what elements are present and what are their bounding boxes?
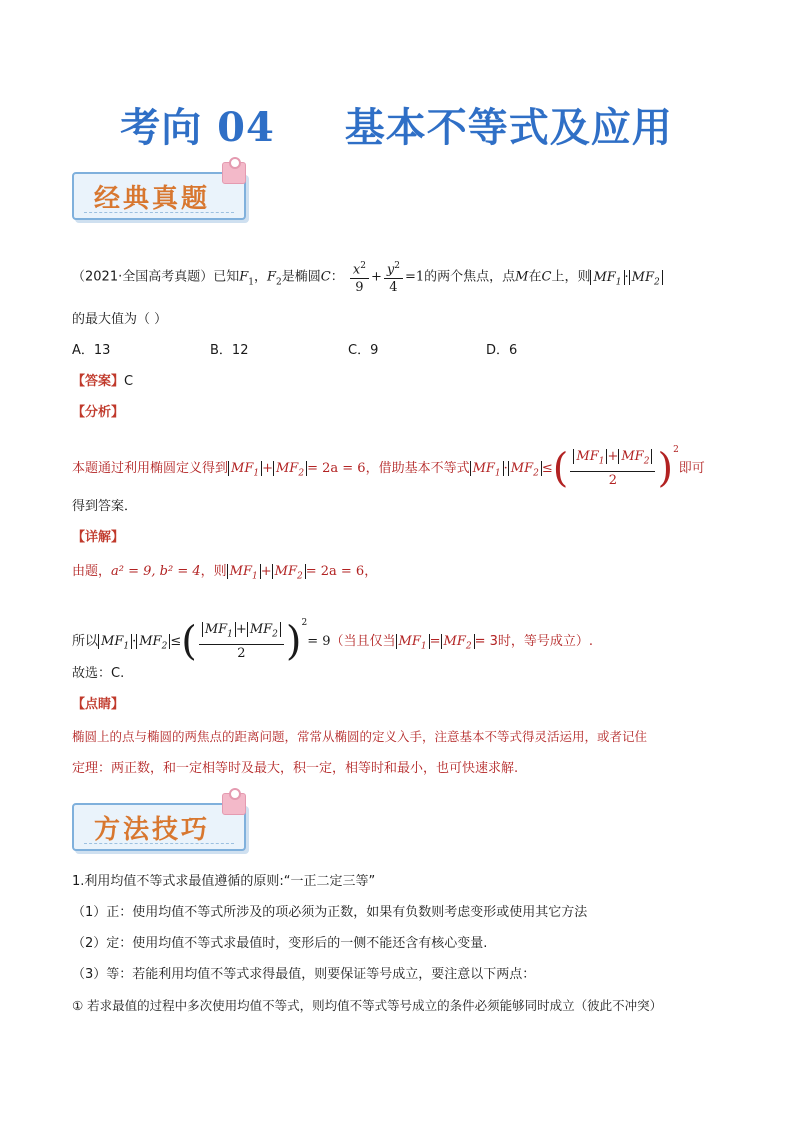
section-label: 方法技巧	[94, 815, 211, 845]
answer-line: 【答案】C	[72, 374, 134, 389]
title-part-2: 基本不等式及应用	[344, 104, 673, 151]
detail-line-2: 所以 $MF_1 \cdot MF_2$ ≤( $\frac{MF_1 + MF_2}{2}$ )$^2$= 9（当且仅当 $MF_1 = MF_2 = 3$时，等号成立）.	[72, 618, 594, 665]
fraction-y: $\frac{y^2}{4}$	[384, 258, 403, 296]
question-line-2: 的最大值为（ ）	[72, 312, 168, 327]
detail-label: 【详解】	[72, 530, 125, 545]
method-item-2: （2）定：使用均值不等式求最值时，变形后的一侧不能还含有核心变量.	[72, 936, 488, 951]
option-b: B．12	[210, 343, 249, 358]
detail-line-3: 故选：C.	[72, 666, 125, 681]
fraction-x: $\frac{x^2}{9}$	[350, 258, 369, 296]
comment-text-2: 定理：两正数，和一定相等时及最大，积一定，相等时和最小，也可快速求解.	[72, 761, 519, 776]
section-label: 经典真题	[94, 184, 211, 214]
question-line-1: （2021·全国高考真题）已知$F_1$，$F_2$是椭圆C： $\frac{x^2}{9}$ + $\frac{y^2}{4}$ =1的两个焦点，点M在C上，则 $MF_1 \cdot MF_2$	[72, 258, 663, 296]
comment-label: 【点睛】	[72, 697, 125, 712]
paper-clip-icon	[222, 162, 246, 184]
option-c: C．9	[348, 343, 379, 358]
analysis-label: 【分析】	[72, 405, 125, 420]
method-item-1: （1）正：使用均值不等式所涉及的项必须为正数，如果有负数则考虑变形或使用其它方法	[72, 905, 588, 920]
analysis-text-2: 得到答案．	[72, 499, 138, 514]
comment-text-1: 椭圆上的点与椭圆的两焦点的距离问题，常常从椭圆的定义入手，注意基本不等式得灵活运用，或者记住	[72, 729, 648, 744]
paper-clip-icon	[222, 793, 246, 815]
section-banner-classic	[72, 166, 254, 218]
method-item-4: ① 若求最值的过程中多次使用均值不等式，则均值不等式等号成立的条件必须能够同时成立（彼此不冲突）	[72, 998, 663, 1013]
analysis-text-1: 本题通过利用椭圆定义得到 $MF_1 + MF_2 = 2a = 6$，借助基本不等式 $MF_1 \cdot MF_2$ ≤( $\frac{MF_1 + MF_2}{2}$ )$^2$即可	[72, 445, 705, 492]
method-item-3: （3）等：若能利用均值不等式求得最值，则要保证等号成立，要注意以下两点：	[72, 967, 536, 982]
option-d: D．6	[486, 343, 518, 358]
option-a: A．13	[72, 343, 111, 358]
section-banner-methods	[72, 797, 254, 849]
detail-line-1: 由题，a² = 9, b² = 4，则 $MF_1 + MF_2 = 2a = 6$，	[72, 564, 378, 582]
title-part-1: 考向 04	[120, 104, 275, 151]
method-heading: 1.利用均值不等式求最值遵循的原则:“一正二定三等”	[72, 874, 376, 889]
page-title	[0, 96, 793, 153]
